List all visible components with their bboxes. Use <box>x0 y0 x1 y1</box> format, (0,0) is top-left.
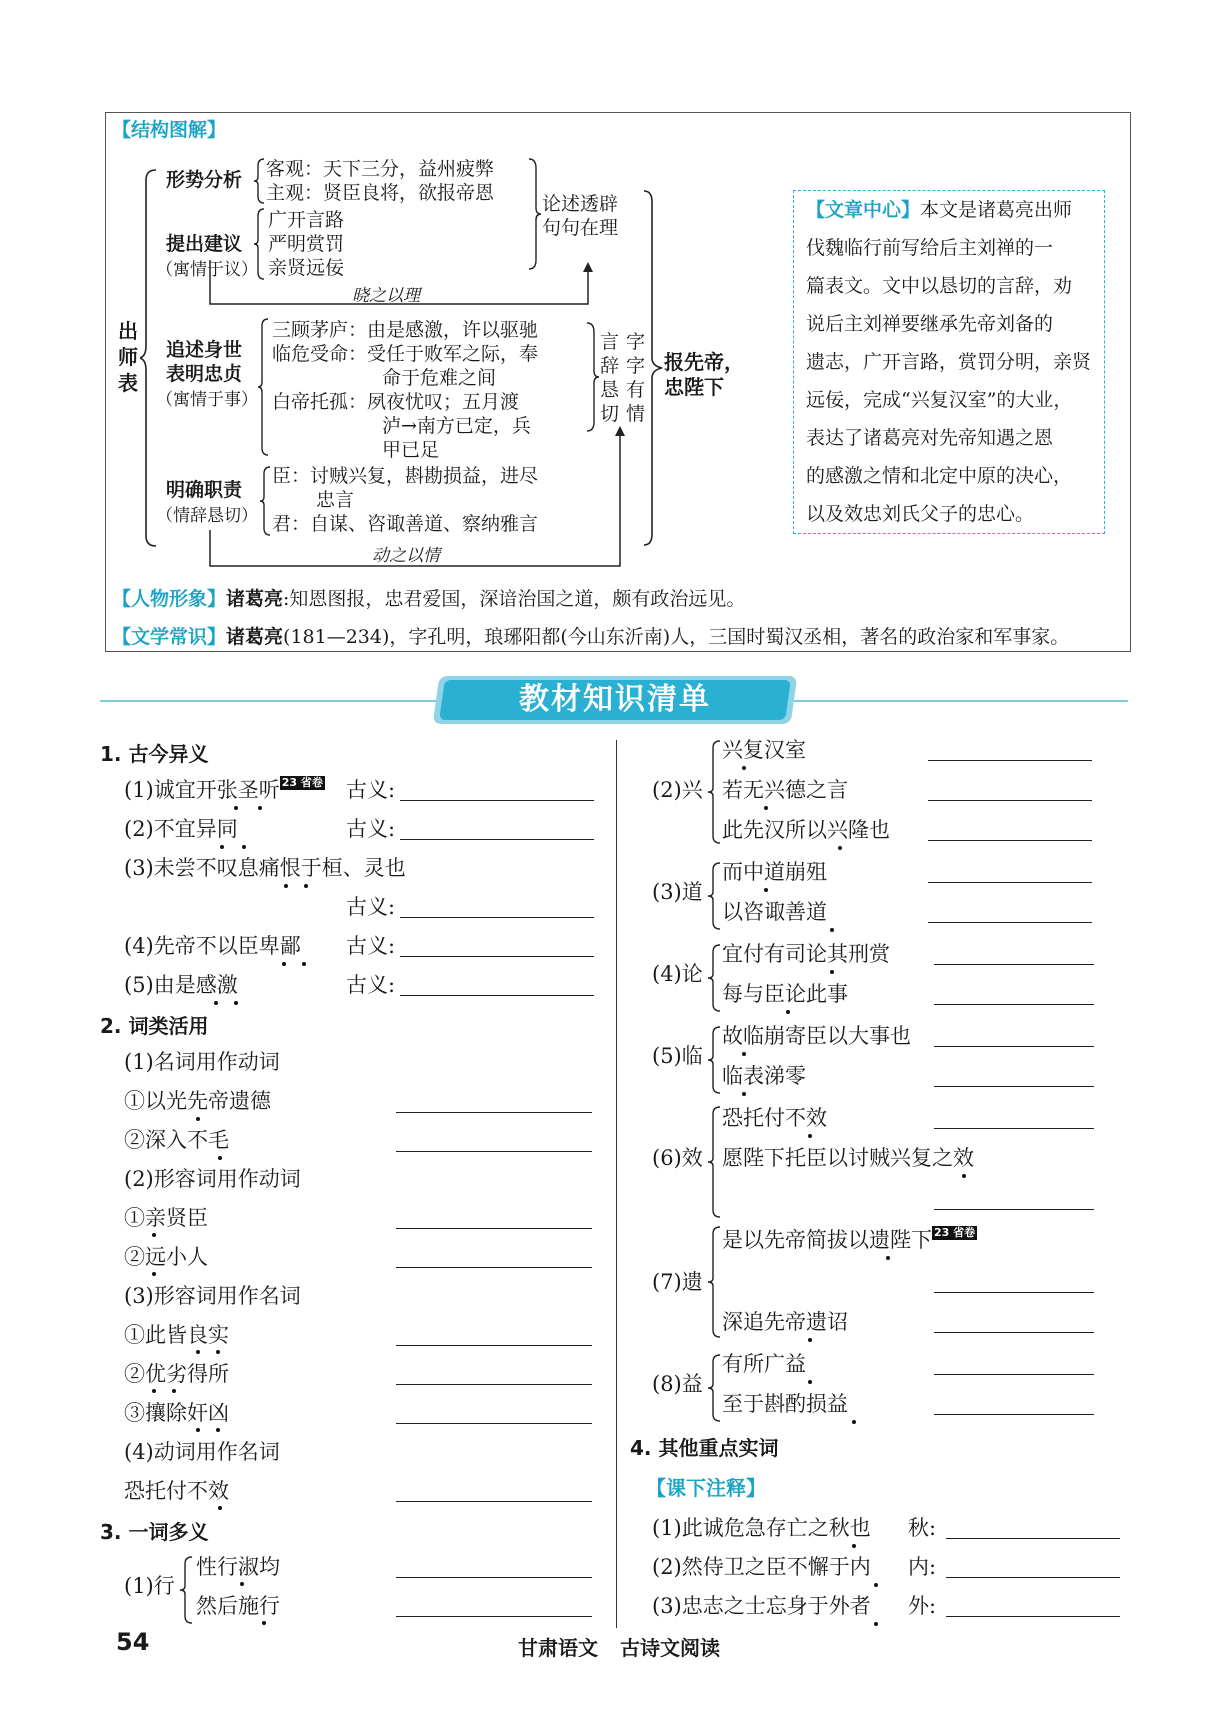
xing-label: (1)行 <box>124 1574 175 1598</box>
part3-c1: 白帝托孤：夙夜忧叹；五月渡 <box>272 391 520 413</box>
emphasis-dot <box>282 962 286 966</box>
emphasis-dot <box>874 1622 878 1626</box>
yi2-b: 至于斟酌损益 <box>722 1392 848 1416</box>
emphasis-dot <box>196 1117 200 1121</box>
lun-brace <box>708 944 722 1012</box>
emphasis-dot <box>874 1583 878 1587</box>
emphasis-dot <box>152 1272 156 1276</box>
note-3-key: 外: <box>908 1594 937 1618</box>
yi-a-answer-line[interactable] <box>934 1292 1094 1293</box>
lin-a: 故临崩寄臣以大事也 <box>722 1024 911 1048</box>
emphasis-dot <box>786 1010 790 1014</box>
lun-b-answer-line[interactable] <box>934 1004 1094 1005</box>
s1b: ②深入不毛 <box>124 1128 229 1152</box>
part4-a2: 忠言 <box>316 489 355 511</box>
emphasis-dot <box>830 928 834 932</box>
gujin-4-gu: 古义: <box>346 934 396 958</box>
part3-c3: 甲已足 <box>382 439 440 461</box>
lin-b: 临表涕零 <box>722 1064 806 1088</box>
yi2-brace <box>708 1354 722 1422</box>
s3a-answer-line[interactable] <box>396 1345 592 1346</box>
yi-a <box>722 1226 977 1254</box>
xiao-label: (6)效 <box>652 1146 703 1170</box>
dao-b-answer-line[interactable] <box>928 922 1092 923</box>
gujin-5-gu: 古义: <box>346 973 396 997</box>
gujin-3-gu: 古义: <box>346 895 396 919</box>
gujin-1-label: (1)诚宜开张圣听 <box>124 778 280 802</box>
emphasis-dot <box>234 1001 238 1005</box>
part4-label: 明确职责 <box>166 479 243 501</box>
part1-objective: 客观：天下三分，益州疲弊 <box>266 158 495 180</box>
s1b-answer-line[interactable] <box>396 1151 592 1152</box>
xing2-label: (2)兴 <box>652 778 703 802</box>
note-2-key: 内: <box>908 1555 937 1579</box>
word-ken: 恳 <box>600 379 620 401</box>
part2-b: 严明赏罚 <box>268 233 345 255</box>
lin-a-answer-line[interactable] <box>934 1046 1094 1047</box>
part3-label-2: 表明忠贞 <box>166 363 243 385</box>
s2b-answer-line[interactable] <box>396 1267 592 1268</box>
xing2-b: 若无兴德之言 <box>722 778 848 802</box>
banner-title: 教材知识清单 <box>519 682 711 717</box>
s4a-answer-line[interactable] <box>396 1501 592 1502</box>
section-3-heading: 3. 一词多义 <box>100 1520 209 1544</box>
s4a: 恐托付不效 <box>124 1479 229 1503</box>
emphasis-dot <box>302 962 306 966</box>
reason-label: 晓之以理 <box>352 286 420 306</box>
word-zi-2: 字 <box>626 355 646 377</box>
note-3-answer-line[interactable] <box>946 1616 1120 1617</box>
result-2: 忠陛下 <box>664 375 724 399</box>
yi2-a-answer-line[interactable] <box>934 1374 1094 1375</box>
emphasis-dot <box>742 766 746 770</box>
emphasis-dot <box>830 970 834 974</box>
figure-name: 诸葛亮 <box>226 588 284 610</box>
xing-a: 性行淑均 <box>196 1555 280 1579</box>
gujin-5-answer-line[interactable] <box>400 995 594 996</box>
section-2-heading: 2. 词类活用 <box>100 1014 209 1038</box>
xing2-c: 此先汉所以兴隆也 <box>722 818 890 842</box>
sub4-heading: (4)动词用作名词 <box>124 1440 280 1464</box>
xing2-a-answer-line[interactable] <box>928 760 1092 761</box>
yi-b: 深追先帝遗诏 <box>722 1310 848 1334</box>
lun-a: 宜付有司论其刑赏 <box>722 942 890 966</box>
section-4-heading: 4. 其他重点实词 <box>630 1436 779 1460</box>
note-2-text: (2)然侍卫之臣不懈于内 <box>652 1555 871 1579</box>
center-line-1: 伐魏临行前写给后主刘禅的一 <box>806 237 1054 259</box>
argument-brace <box>528 158 542 270</box>
part1-brace <box>254 158 266 204</box>
yi2-b-answer-line[interactable] <box>934 1414 1094 1415</box>
column-divider <box>616 740 617 1628</box>
emphasis-dot <box>852 1420 856 1424</box>
emphasis-dot <box>220 845 224 849</box>
lin-brace <box>708 1026 722 1094</box>
emphasis-dot <box>742 1052 746 1056</box>
s3a: ①此皆良实 <box>124 1323 229 1347</box>
s1a: ①以光先帝遗德 <box>124 1089 271 1113</box>
note-1-text: (1)此诚危急存亡之秋也 <box>652 1516 871 1540</box>
center-line-0: 本文是诸葛亮出师 <box>920 199 1073 221</box>
gujin-1-gu: 古义: <box>346 778 396 802</box>
xing2-a: 兴复汉室 <box>722 738 806 762</box>
s2b: ②远小人 <box>124 1245 208 1269</box>
footer-book: 甘肃语文 <box>518 1636 598 1660</box>
center-label: 【文章中心】 <box>806 199 921 221</box>
part3-label-1: 追述身世 <box>166 339 243 361</box>
gujin-4-label: (4)先帝不以臣卑鄙 <box>124 934 301 958</box>
part3-b2: 命于危难之间 <box>382 367 497 389</box>
gujin-3-label: (3)未尝不叹息痛恨于桓、灵也 <box>124 856 406 880</box>
emphasis-dot <box>218 1156 222 1160</box>
emphasis-dot <box>886 1256 890 1260</box>
notes-label: 【课下注释】 <box>646 1476 766 1500</box>
note-1-key: 秋: <box>908 1516 937 1540</box>
section-1-heading: 1. 古今异义 <box>100 742 209 766</box>
root-label: 出师表 <box>118 319 138 395</box>
s3b-answer-line[interactable] <box>396 1384 592 1385</box>
argument-text-1: 论述透辟 <box>542 193 619 215</box>
part4-b: 君：自谋、咨诹善道、察纳雅言 <box>272 513 539 535</box>
gujin-1 <box>124 776 325 804</box>
banner-rule-right <box>794 700 1128 702</box>
sub3-heading: (3)形容词用作名词 <box>124 1284 301 1308</box>
lun-b: 每与臣论此事 <box>722 982 848 1006</box>
emphasis-dot <box>742 1092 746 1096</box>
dao-a: 而中道崩殂 <box>722 860 827 884</box>
emphasis-dot <box>764 806 768 810</box>
words-brace <box>586 322 600 432</box>
sub2-heading: (2)形容词用作动词 <box>124 1167 301 1191</box>
gujin-1-badge: 23 省卷 <box>281 776 323 789</box>
xiao-a-answer-line[interactable] <box>934 1128 1094 1129</box>
s3b: ②优劣得所 <box>124 1362 229 1386</box>
word-yan: 言 <box>600 331 620 353</box>
result-brace <box>642 190 664 546</box>
xiao-b-answer-line[interactable] <box>934 1209 1094 1210</box>
xiao-b: 愿陛下托臣以讨贼兴复之效 <box>722 1146 974 1170</box>
emphasis-dot <box>234 806 238 810</box>
root-brace <box>140 168 160 548</box>
word-qie: 切 <box>600 403 620 425</box>
emphasis-dot <box>852 1544 856 1548</box>
gujin-5-label: (5)由是感激 <box>124 973 238 997</box>
emphasis-dot <box>808 1134 812 1138</box>
emphasis-dot <box>764 888 768 892</box>
center-line-2: 篇表文。文中以恳切的言辞，劝 <box>806 275 1073 297</box>
emphasis-dot <box>808 1380 812 1384</box>
yi-a-badge: 23 省卷 <box>934 1226 976 1239</box>
emotion-label: 动之以情 <box>372 546 440 566</box>
emphasis-dot <box>172 1389 176 1393</box>
gujin-1-answer-line[interactable] <box>400 800 594 801</box>
emphasis-dot <box>284 884 288 888</box>
part1-label: 形势分析 <box>166 169 243 191</box>
dao-b: 以咨诹善道 <box>722 900 827 924</box>
yi2-label: (8)益 <box>652 1372 703 1396</box>
note-3-text: (3)忠志之士忘身于外者 <box>652 1594 871 1618</box>
center-theme-box <box>793 190 1105 534</box>
s3c-answer-line[interactable] <box>396 1423 592 1424</box>
dao-brace <box>708 862 722 930</box>
lun-label: (4)论 <box>652 962 703 986</box>
center-line-8: 以及效忠刘氏父子的忠心。 <box>806 503 1035 525</box>
sub1-heading: (1)名词用作动词 <box>124 1050 280 1074</box>
emphasis-dot <box>258 806 262 810</box>
xiao-brace <box>708 1106 722 1218</box>
emphasis-dot <box>262 1621 266 1625</box>
emphasis-dot <box>214 1001 218 1005</box>
word-zi-1: 字 <box>626 331 646 353</box>
center-line-6: 表达了诸葛亮对先帝知遇之恩 <box>806 427 1054 449</box>
figure-label: 【人物形象】 <box>112 588 227 610</box>
center-line-4: 遗志，广开言路，赏罚分明，亲贤 <box>806 351 1092 373</box>
xing2-brace <box>708 740 722 844</box>
xing-brace <box>180 1556 194 1624</box>
emphasis-dot <box>196 1350 200 1354</box>
yi-b-answer-line[interactable] <box>934 1332 1094 1333</box>
s1a-answer-line[interactable] <box>396 1112 592 1113</box>
emphasis-dot <box>808 1338 812 1342</box>
yi-brace <box>708 1226 722 1338</box>
emphasis-dot <box>152 1389 156 1393</box>
word-ci: 辞 <box>600 355 620 377</box>
emphasis-dot <box>152 1233 156 1237</box>
word-you: 有 <box>626 379 646 401</box>
emphasis-dot <box>838 846 842 850</box>
page-number: 54 <box>116 1628 150 1656</box>
structure-title: 【结构图解】 <box>112 119 227 141</box>
argument-text-2: 句句在理 <box>542 217 619 239</box>
xing-b-answer-line[interactable] <box>396 1616 592 1617</box>
lun-a-answer-line[interactable] <box>934 964 1094 965</box>
part3-b1: 临危受命：受任于败军之际，奉 <box>272 343 539 365</box>
gujin-3-answer-line[interactable] <box>400 917 594 918</box>
dao-a-answer-line[interactable] <box>928 882 1092 883</box>
xing2-c-answer-line[interactable] <box>928 840 1092 841</box>
emphasis-dot <box>216 1428 220 1432</box>
dao-label: (3)道 <box>652 880 703 904</box>
part2-a: 广开言路 <box>268 209 345 231</box>
part1-subjective: 主观：贤臣良将，欲报帝恩 <box>266 182 495 204</box>
note-1-answer-line[interactable] <box>946 1538 1120 1539</box>
gujin-2-label: (2)不宜异同 <box>124 817 238 841</box>
part2-c: 亲贤远佞 <box>268 257 345 279</box>
yi-a-text: 是以先帝简拔以遗陛下 <box>722 1228 932 1252</box>
part4-a1: 臣：讨贼兴复，斟勘损益，进尽 <box>272 465 539 487</box>
xing-b: 然后施行 <box>196 1594 280 1618</box>
footer-section: 古诗文阅读 <box>620 1636 720 1660</box>
yi-label: (7)遗 <box>652 1270 703 1294</box>
literature-row <box>112 622 1069 649</box>
part2-sub: （寓情于议） <box>156 260 258 280</box>
gujin-4-answer-line[interactable] <box>400 956 594 957</box>
xing-a-answer-line[interactable] <box>396 1577 592 1578</box>
s3c: ③攘除奸凶 <box>124 1401 229 1425</box>
gujin-2-gu: 古义: <box>346 817 396 841</box>
emphasis-dot <box>216 1350 220 1354</box>
part4-sub: （情辞恳切） <box>156 506 258 526</box>
emphasis-dot <box>218 1506 222 1510</box>
s2a: ①亲贤臣 <box>124 1206 208 1230</box>
literature-name: 诸葛亮 <box>226 626 284 648</box>
lin-b-answer-line[interactable] <box>934 1086 1094 1087</box>
lin-label: (5)临 <box>652 1044 703 1068</box>
center-line-3: 说后主刘禅要继承先帝刘备的 <box>806 313 1054 335</box>
yi2-a: 有所广益 <box>722 1352 806 1376</box>
result-1: 报先帝， <box>664 350 744 374</box>
part2-label: 提出建议 <box>166 233 243 255</box>
xiao-a: 恐托付不效 <box>722 1106 827 1130</box>
part3-sub: （寓情于事） <box>156 390 258 410</box>
center-line-7: 的感激之情和北定中原的决心， <box>806 465 1073 487</box>
literature-label: 【文学常识】 <box>112 626 227 648</box>
banner-rule-left <box>100 700 436 702</box>
word-qing: 情 <box>626 403 646 425</box>
emphasis-dot <box>240 1582 244 1586</box>
emphasis-dot <box>242 845 246 849</box>
note-2-answer-line[interactable] <box>946 1577 1120 1578</box>
gujin-2-answer-line[interactable] <box>400 839 594 840</box>
emphasis-dot <box>196 1428 200 1432</box>
emphasis-dot <box>304 884 308 888</box>
center-line-5: 远佞，完成“兴复汉室”的大业， <box>806 389 1073 411</box>
s2a-answer-line[interactable] <box>396 1228 592 1229</box>
xing2-b-answer-line[interactable] <box>928 800 1092 801</box>
emphasis-dot <box>962 1174 966 1178</box>
part3-a: 三顾茅庐：由是感激，许以驱驰 <box>272 319 539 341</box>
part3-c2: 泸→南方已定，兵 <box>382 415 531 437</box>
figure-text: :知恩图报，忠君爱国，深谙治国之道，颇有政治远见。 <box>283 588 746 610</box>
literature-text: (181—234)，字孔明，琅琊阳都(今山东沂南)人，三国时蜀汉丞相，著名的政治家和军事家。 <box>283 626 1070 648</box>
figure-row <box>112 584 745 611</box>
